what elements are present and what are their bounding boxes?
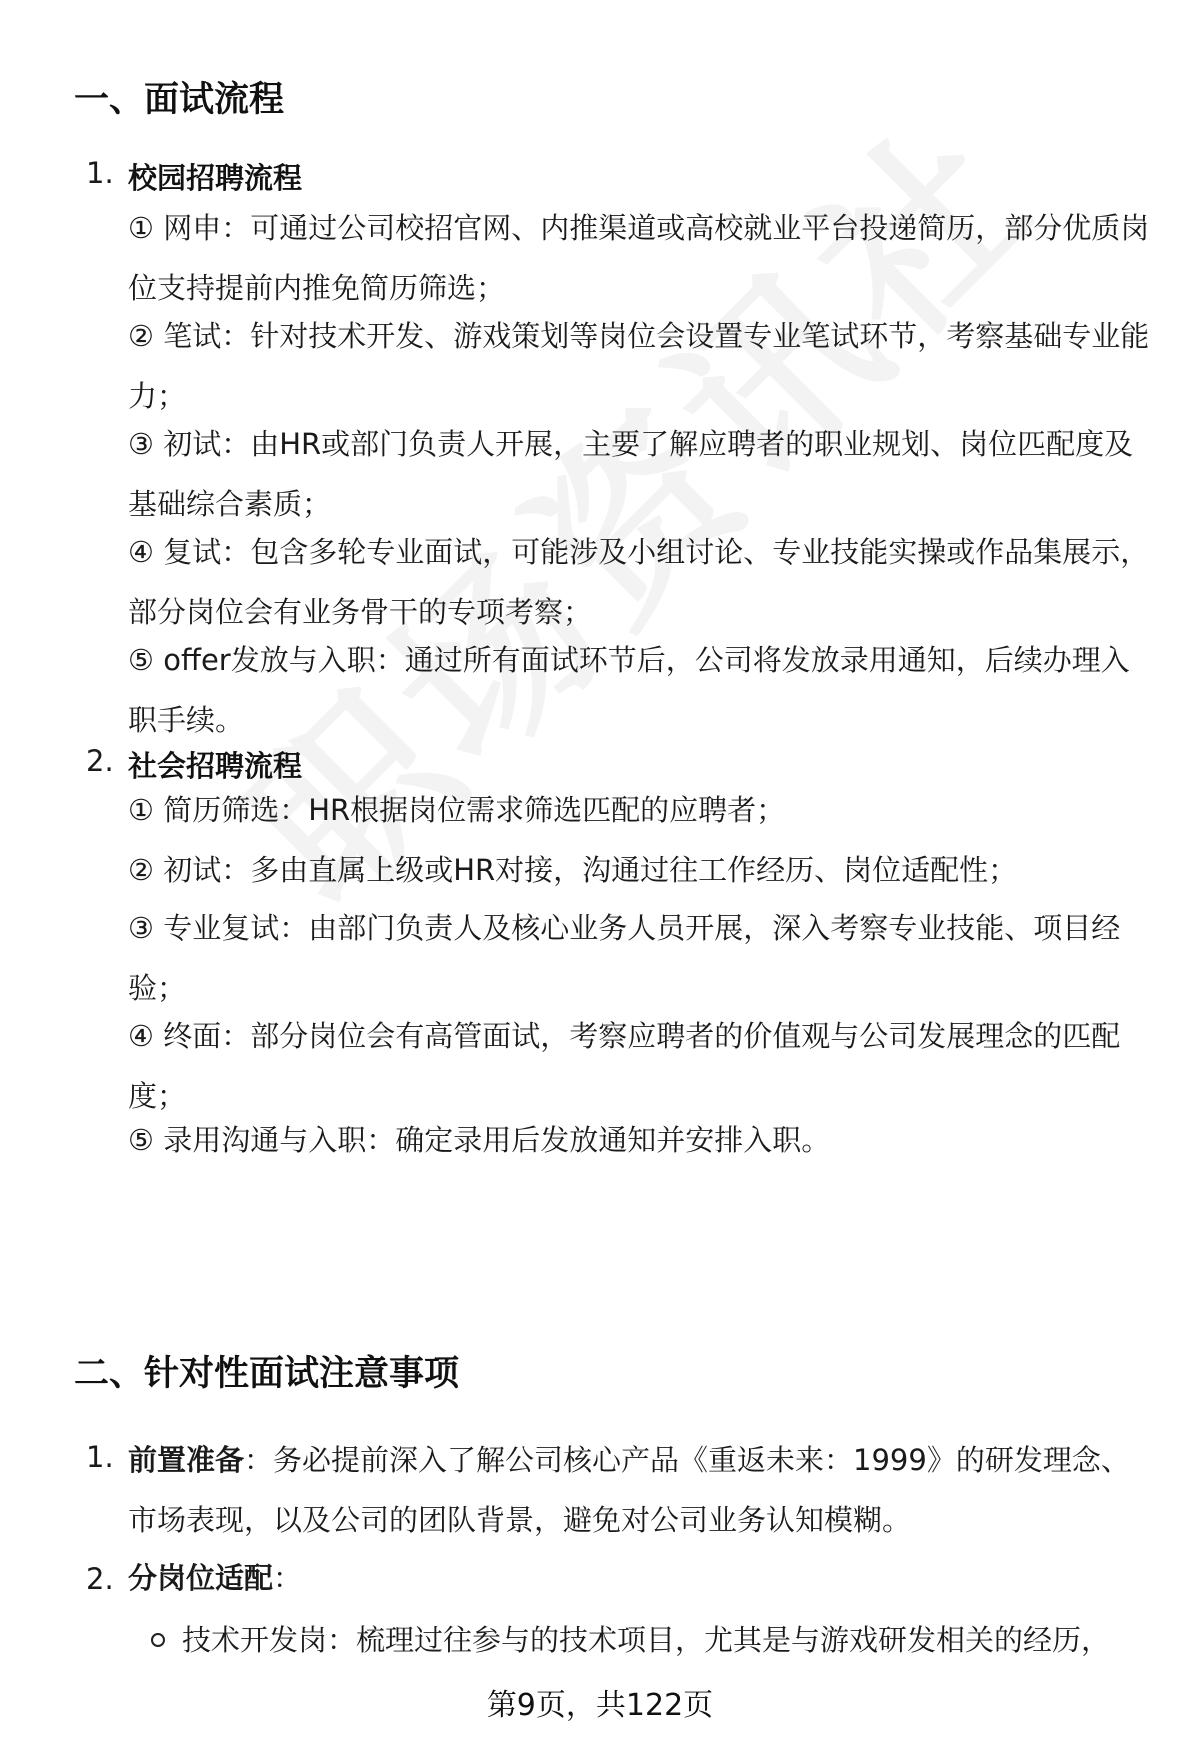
social-recruit-title: 社会招聘流程	[128, 749, 303, 783]
campus-step-5: ⑤ offer发放与入职：通过所有面试环节后，公司将发放录用通知，后续办理入职手续。	[128, 643, 1130, 737]
social-step-1: ① 简历筛选：HR根据岗位需求筛选匹配的应聘者；	[128, 793, 786, 827]
bullet-tech-dev: 技术开发岗：梳理过往参与的技术项目，尤其是与游戏研发相关的经历，	[182, 1623, 1111, 1657]
list-number: 1.	[86, 1440, 114, 1474]
note-item-preparation	[128, 1430, 1158, 1550]
note-item-preparation-title: 前置准备	[128, 1443, 245, 1477]
social-step-5: ⑤ 录用沟通与入职：确定录用后发放通知并安排入职。	[128, 1123, 831, 1157]
note-item-role-fit-text: ：	[273, 1561, 303, 1595]
note-item-preparation-text: ：务必提前深入了解公司核心产品《重返未来：1999》的研发理念、市场表现，以及公司的团队背景，避免对公司业务认知模糊。	[128, 1443, 1130, 1537]
note-item-role-fit-title: 分岗位适配	[128, 1561, 274, 1595]
page-footer: 第9页，共122页	[486, 1688, 714, 1723]
campus-step-1: ① 网申：可通过公司校招官网、内推渠道或高校就业平台投递简历，部分优质岗位支持提前内推免简历筛选；	[128, 211, 1150, 305]
list-number: 2.	[86, 744, 114, 778]
section-heading-interview-notes: 二、针对性面试注意事项	[74, 1354, 460, 1394]
social-step-3: ③ 专业复试：由部门负责人及核心业务人员开展，深入考察专业技能、项目经验；	[128, 911, 1121, 1005]
social-step-4: ④ 终面：部分岗位会有高管面试，考察应聘者的价值观与公司发展理念的匹配度；	[128, 1019, 1121, 1113]
campus-step-4: ④ 复试：包含多轮专业面试，可能涉及小组讨论、专业技能实操或作品集展示，部分岗位会有业务骨干的专项考察；	[128, 535, 1150, 629]
section-heading-interview-process: 一、面试流程	[74, 80, 285, 120]
list-number: 2.	[86, 1562, 114, 1596]
note-item-role-fit	[128, 1558, 1178, 1598]
campus-step-3: ③ 初试：由HR或部门负责人开展，主要了解应聘者的职业规划、岗位匹配度及基础综合素质；	[128, 427, 1134, 521]
hollow-bullet-icon	[151, 1633, 165, 1647]
campus-step-2: ② 笔试：针对技术开发、游戏策划等岗位会设置专业笔试环节，考察基础专业能力；	[128, 319, 1150, 413]
social-step-2: ② 初试：多由直属上级或HR对接，沟通过往工作经历、岗位适配性；	[128, 853, 1018, 887]
list-number: 1.	[86, 156, 114, 190]
campus-recruit-title: 校园招聘流程	[128, 161, 303, 195]
